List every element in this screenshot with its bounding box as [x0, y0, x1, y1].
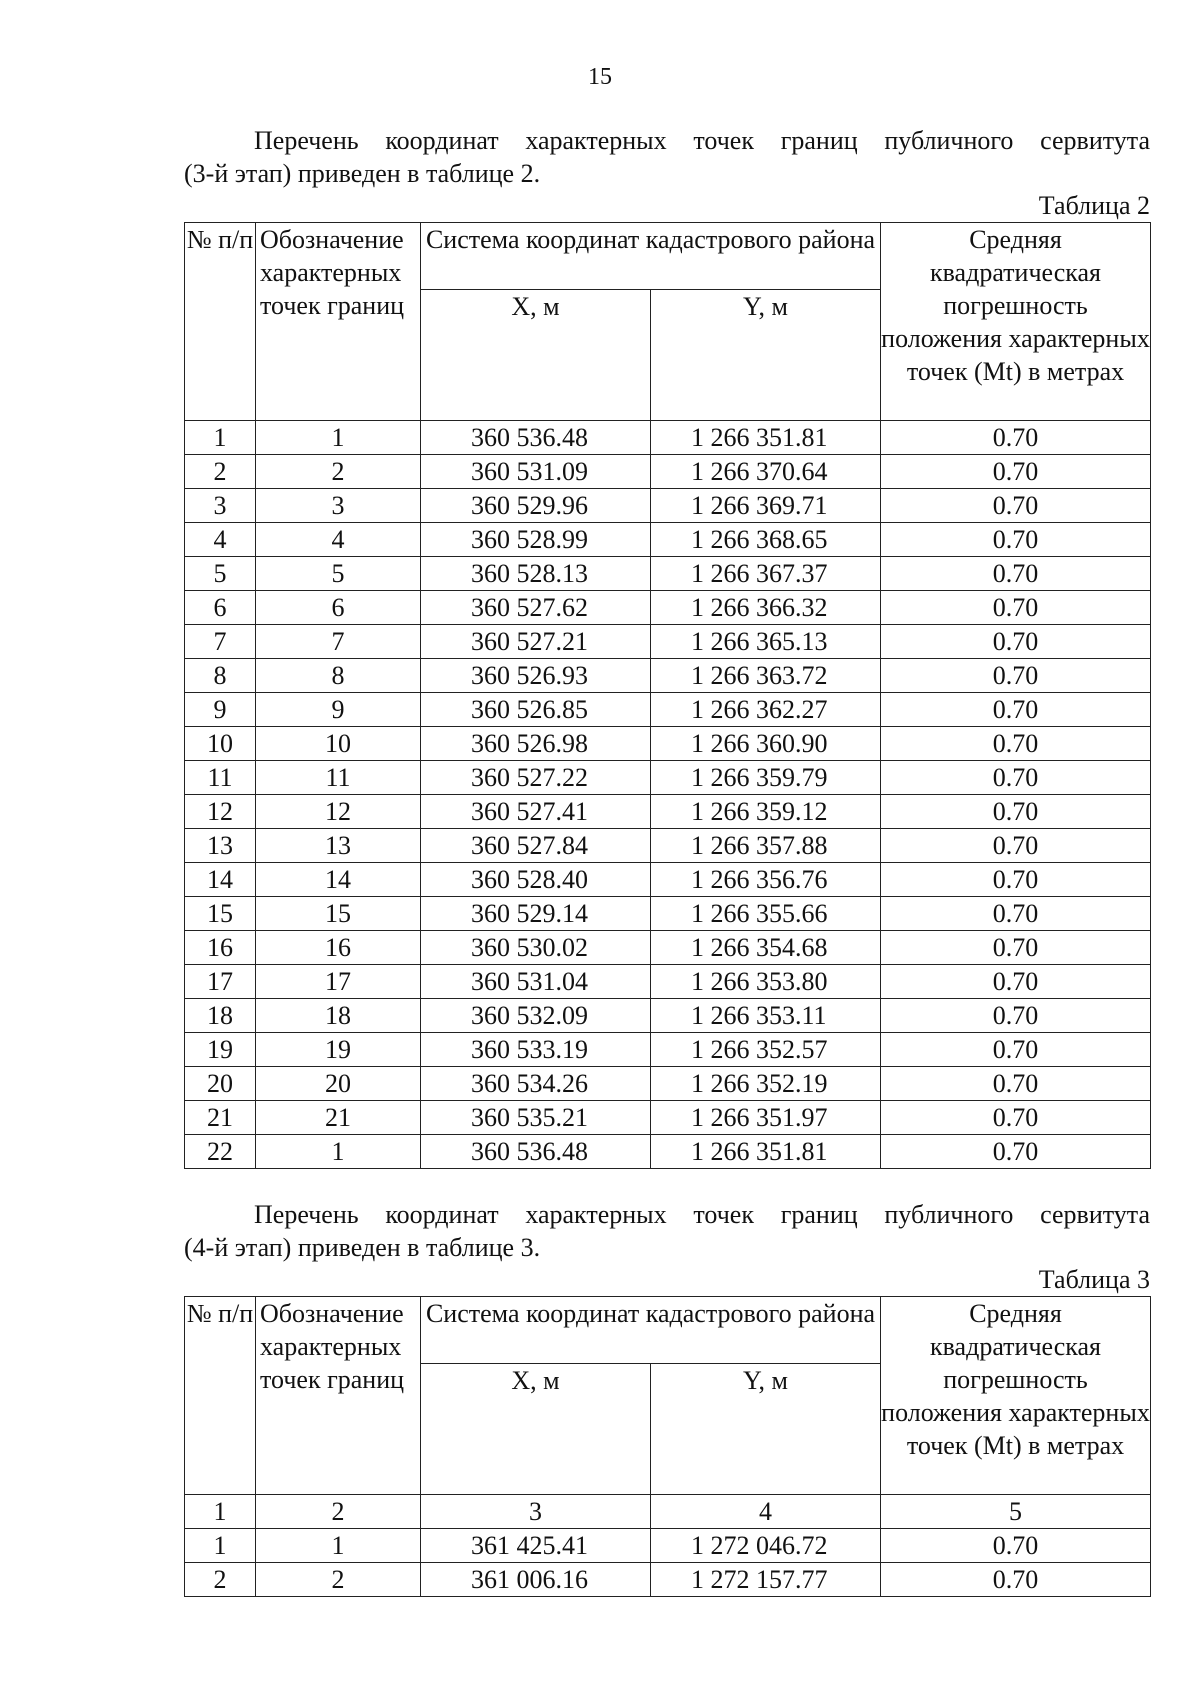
cell-designation: 1	[256, 1529, 421, 1563]
header-num: № п/п	[185, 223, 256, 421]
cell-num: 19	[185, 1033, 256, 1067]
cell-num: 21	[185, 1101, 256, 1135]
table-row	[185, 863, 1151, 897]
cell-x: 360 534.26	[421, 1067, 651, 1101]
cell-x: 360 529.14	[421, 897, 651, 931]
cell-num: 2	[185, 1563, 256, 1597]
table3-intro-line2: (4-й этап) приведен в таблице 3.	[184, 1233, 541, 1262]
table-row	[185, 1033, 1151, 1067]
table-row	[185, 523, 1151, 557]
cell-error: 0.70	[881, 1067, 1151, 1101]
cell-error: 0.70	[881, 557, 1151, 591]
cell-error: 0.70	[881, 659, 1151, 693]
header-error: Средняя квадратическая погрешность положения характерных точек (Mt) в метрах	[881, 223, 1151, 421]
cell-error: 0.70	[881, 1033, 1151, 1067]
header-num: № п/п	[185, 1297, 256, 1495]
cell-y: 1 266 360.90	[651, 727, 881, 761]
cell-x: 360 531.09	[421, 455, 651, 489]
cell-num: 1	[185, 421, 256, 455]
cell-num: 8	[185, 659, 256, 693]
cell-error: 0.70	[881, 455, 1151, 489]
table3	[184, 1296, 1151, 1597]
cell-error: 0.70	[881, 489, 1151, 523]
header-y: Y, м	[651, 290, 881, 421]
table2-intro-line1: Перечень координат характерных точек границ публичного сервитута	[254, 126, 1150, 155]
cell-num: 9	[185, 693, 256, 727]
cell-y: 1 266 351.81	[651, 1135, 881, 1169]
cell-designation: 11	[256, 761, 421, 795]
cell-num: 22	[185, 1135, 256, 1169]
column-numbers-row	[185, 1495, 1151, 1529]
cell-error: 0.70	[881, 1529, 1151, 1563]
cell-num: 7	[185, 625, 256, 659]
table-row	[185, 795, 1151, 829]
column-number: 4	[651, 1495, 881, 1529]
header-error: Средняя квадратическая погрешность положения характерных точек (Mt) в метрах	[881, 1297, 1151, 1495]
cell-x: 360 527.41	[421, 795, 651, 829]
cell-y: 1 266 353.11	[651, 999, 881, 1033]
cell-num: 11	[185, 761, 256, 795]
cell-error: 0.70	[881, 863, 1151, 897]
cell-designation: 7	[256, 625, 421, 659]
cell-x: 360 535.21	[421, 1101, 651, 1135]
cell-designation: 1	[256, 1135, 421, 1169]
cell-x: 360 529.96	[421, 489, 651, 523]
cell-y: 1 266 356.76	[651, 863, 881, 897]
table-row	[185, 1529, 1151, 1563]
column-number: 2	[256, 1495, 421, 1529]
cell-error: 0.70	[881, 795, 1151, 829]
table-row	[185, 557, 1151, 591]
header-coordinate-system: Система координат кадастрового района	[421, 1297, 881, 1364]
column-number: 1	[185, 1495, 256, 1529]
cell-designation: 4	[256, 523, 421, 557]
cell-num: 20	[185, 1067, 256, 1101]
cell-x: 360 526.98	[421, 727, 651, 761]
table-row	[185, 693, 1151, 727]
table-row	[185, 829, 1151, 863]
table-row	[185, 727, 1151, 761]
header-coordinate-system: Система координат кадастрового района	[421, 223, 881, 290]
cell-y: 1 272 046.72	[651, 1529, 881, 1563]
cell-x: 360 528.13	[421, 557, 651, 591]
cell-num: 17	[185, 965, 256, 999]
table-row	[185, 455, 1151, 489]
cell-x: 360 528.40	[421, 863, 651, 897]
cell-y: 1 266 359.79	[651, 761, 881, 795]
table-row	[185, 625, 1151, 659]
cell-y: 1 266 351.97	[651, 1101, 881, 1135]
cell-num: 13	[185, 829, 256, 863]
cell-designation: 10	[256, 727, 421, 761]
table3-intro	[184, 1198, 1150, 1264]
table3-caption: Таблица 3	[1038, 1265, 1150, 1294]
cell-designation: 5	[256, 557, 421, 591]
table3-intro-line1: Перечень координат характерных точек границ публичного сервитута	[254, 1200, 1150, 1229]
cell-y: 1 266 369.71	[651, 489, 881, 523]
cell-x: 360 527.22	[421, 761, 651, 795]
cell-num: 4	[185, 523, 256, 557]
cell-y: 1 272 157.77	[651, 1563, 881, 1597]
cell-designation: 13	[256, 829, 421, 863]
column-number: 3	[421, 1495, 651, 1529]
cell-y: 1 266 365.13	[651, 625, 881, 659]
cell-error: 0.70	[881, 421, 1151, 455]
cell-designation: 21	[256, 1101, 421, 1135]
cell-y: 1 266 352.19	[651, 1067, 881, 1101]
cell-designation: 20	[256, 1067, 421, 1101]
cell-x: 360 526.85	[421, 693, 651, 727]
cell-x: 361 425.41	[421, 1529, 651, 1563]
cell-num: 1	[185, 1529, 256, 1563]
cell-error: 0.70	[881, 591, 1151, 625]
cell-error: 0.70	[881, 727, 1151, 761]
cell-designation: 12	[256, 795, 421, 829]
cell-num: 12	[185, 795, 256, 829]
cell-y: 1 266 368.65	[651, 523, 881, 557]
cell-y: 1 266 351.81	[651, 421, 881, 455]
cell-designation: 6	[256, 591, 421, 625]
cell-y: 1 266 363.72	[651, 659, 881, 693]
table2-caption: Таблица 2	[1038, 191, 1150, 220]
cell-designation: 3	[256, 489, 421, 523]
header-designation: Обозначение характерных точек границ	[256, 1297, 421, 1495]
cell-error: 0.70	[881, 931, 1151, 965]
header-x: X, м	[421, 290, 651, 421]
cell-num: 6	[185, 591, 256, 625]
cell-x: 360 528.99	[421, 523, 651, 557]
table-row	[185, 489, 1151, 523]
cell-designation: 18	[256, 999, 421, 1033]
table2-intro	[184, 124, 1150, 190]
header-designation: Обозначение характерных точек границ	[256, 223, 421, 421]
cell-designation: 8	[256, 659, 421, 693]
cell-designation: 14	[256, 863, 421, 897]
cell-x: 360 536.48	[421, 1135, 651, 1169]
cell-num: 14	[185, 863, 256, 897]
cell-error: 0.70	[881, 693, 1151, 727]
header-x: X, м	[421, 1364, 651, 1495]
cell-error: 0.70	[881, 829, 1151, 863]
cell-x: 361 006.16	[421, 1563, 651, 1597]
table2-intro-line2: (3-й этап) приведен в таблице 2.	[184, 159, 541, 188]
cell-error: 0.70	[881, 625, 1151, 659]
cell-designation: 9	[256, 693, 421, 727]
cell-designation: 15	[256, 897, 421, 931]
cell-error: 0.70	[881, 897, 1151, 931]
cell-designation: 2	[256, 1563, 421, 1597]
cell-y: 1 266 354.68	[651, 931, 881, 965]
cell-x: 360 527.21	[421, 625, 651, 659]
cell-error: 0.70	[881, 965, 1151, 999]
cell-y: 1 266 355.66	[651, 897, 881, 931]
cell-designation: 19	[256, 1033, 421, 1067]
cell-error: 0.70	[881, 1563, 1151, 1597]
header-y: Y, м	[651, 1364, 881, 1495]
cell-designation: 2	[256, 455, 421, 489]
cell-y: 1 266 362.27	[651, 693, 881, 727]
table-row	[185, 761, 1151, 795]
table-row	[185, 897, 1151, 931]
cell-error: 0.70	[881, 999, 1151, 1033]
cell-y: 1 266 370.64	[651, 455, 881, 489]
cell-num: 5	[185, 557, 256, 591]
table-row	[185, 421, 1151, 455]
table-row	[185, 591, 1151, 625]
cell-x: 360 531.04	[421, 965, 651, 999]
cell-error: 0.70	[881, 1101, 1151, 1135]
cell-error: 0.70	[881, 761, 1151, 795]
cell-num: 16	[185, 931, 256, 965]
cell-num: 2	[185, 455, 256, 489]
cell-y: 1 266 367.37	[651, 557, 881, 591]
cell-num: 10	[185, 727, 256, 761]
cell-num: 18	[185, 999, 256, 1033]
cell-y: 1 266 366.32	[651, 591, 881, 625]
cell-error: 0.70	[881, 1135, 1151, 1169]
table-row	[185, 931, 1151, 965]
column-number: 5	[881, 1495, 1151, 1529]
table-row	[185, 659, 1151, 693]
cell-y: 1 266 352.57	[651, 1033, 881, 1067]
table-row	[185, 1067, 1151, 1101]
table-row	[185, 1135, 1151, 1169]
cell-y: 1 266 353.80	[651, 965, 881, 999]
cell-error: 0.70	[881, 523, 1151, 557]
table-row	[185, 965, 1151, 999]
cell-designation: 1	[256, 421, 421, 455]
cell-designation: 17	[256, 965, 421, 999]
cell-x: 360 533.19	[421, 1033, 651, 1067]
cell-num: 15	[185, 897, 256, 931]
cell-x: 360 532.09	[421, 999, 651, 1033]
cell-x: 360 527.84	[421, 829, 651, 863]
cell-y: 1 266 359.12	[651, 795, 881, 829]
cell-num: 3	[185, 489, 256, 523]
cell-y: 1 266 357.88	[651, 829, 881, 863]
cell-x: 360 526.93	[421, 659, 651, 693]
cell-x: 360 530.02	[421, 931, 651, 965]
cell-x: 360 527.62	[421, 591, 651, 625]
page-number: 15	[588, 64, 612, 90]
table-row	[185, 1101, 1151, 1135]
table2	[184, 222, 1151, 1169]
cell-x: 360 536.48	[421, 421, 651, 455]
cell-designation: 16	[256, 931, 421, 965]
table-row	[185, 999, 1151, 1033]
table-row	[185, 1563, 1151, 1597]
